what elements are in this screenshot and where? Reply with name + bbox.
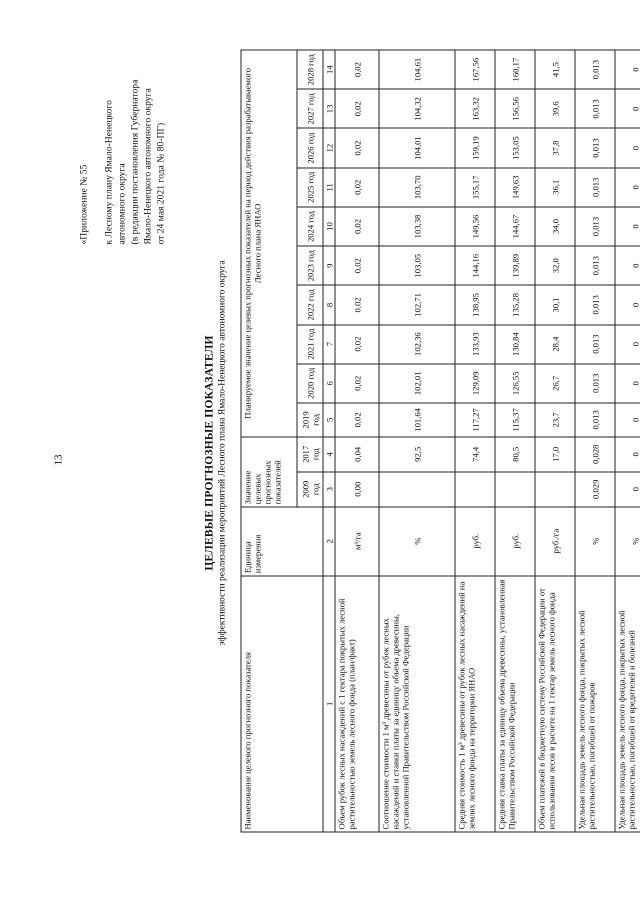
indicator-value: 0 xyxy=(615,363,640,402)
header-plan-year: 2026 год xyxy=(297,128,323,167)
indicator-value: 0,02 xyxy=(335,128,379,167)
annex-note xyxy=(77,79,167,244)
indicator-value: 0,013 xyxy=(575,50,615,89)
indicator-value: 167,56 xyxy=(455,50,495,89)
indicator-unit: руб. xyxy=(495,506,535,575)
indicator-value: 160,17 xyxy=(495,50,535,89)
indicator-value: 117,27 xyxy=(455,402,495,436)
indicator-value: 155,17 xyxy=(455,167,495,206)
indicator-value: 0,02 xyxy=(335,206,379,245)
indicator-value: 41,5 xyxy=(535,50,575,89)
header-base-year: 2017 год xyxy=(297,436,323,471)
column-index: 8 xyxy=(323,285,335,324)
indicator-unit: % xyxy=(379,506,455,575)
indicator-value: 0,02 xyxy=(335,324,379,363)
indicator-name: Средняя стоимость 1 м³ древесины от рубок лесных насаждений на землях лесного фонда на территории ЯНАО xyxy=(455,575,495,831)
indicator-unit: руб./га xyxy=(535,506,575,575)
indicator-value: 104,61 xyxy=(379,50,455,89)
indicator-value: 28,4 xyxy=(535,324,575,363)
indicator-value: 23,7 xyxy=(535,402,575,436)
indicator-value: 0,02 xyxy=(335,402,379,436)
indicator-value: 103,70 xyxy=(379,167,455,206)
header-plan-year: 2023 год xyxy=(297,246,323,285)
column-index: 2 xyxy=(323,506,335,575)
indicator-value: 0 xyxy=(615,167,640,206)
annex-line: к Лесному плану Ямало-Ненецкого xyxy=(103,99,114,244)
annex-line: автономного округа xyxy=(116,162,127,244)
indicator-unit: % xyxy=(575,506,615,575)
indicator-name: Соотношение стоимости 1 м³ древесины от рубок лесных насаждений и ставки платы за единицу объема древесины, установленной Правительством Российской Федерации xyxy=(379,575,455,831)
header-plan-year: 2019 год xyxy=(297,402,323,436)
header-base: Значение целевых прогнозных показателей xyxy=(241,436,297,506)
indicator-value: 37,8 xyxy=(535,128,575,167)
indicator-value xyxy=(379,471,455,506)
header-plan-year: 2028 год xyxy=(297,50,323,89)
indicator-value: 36,1 xyxy=(535,167,575,206)
page-number: 13 xyxy=(52,454,64,465)
indicator-value: 103,38 xyxy=(379,206,455,245)
indicator-value: 139,89 xyxy=(495,246,535,285)
indicator-value: 0,04 xyxy=(335,436,379,471)
indicator-value: 0,00 xyxy=(335,471,379,506)
header-plan-year: 2025 год xyxy=(297,167,323,206)
indicator-name: Объем рубок лесных насаждений с 1 гектара покрытых лесной растительностью земель лесного фонда (план/факт) xyxy=(335,575,379,831)
indicator-value: 130,84 xyxy=(495,324,535,363)
indicator-name: Удельная площадь земель лесного фонда, покрытых лесной растительностью, погибшей от вредителей и болезней xyxy=(615,575,640,831)
annex-line: от 24 мая 2021 года № 80-ПГ) xyxy=(155,122,166,244)
annex-line: Ямало-Ненецкого автономного округа xyxy=(142,87,153,244)
table-row xyxy=(335,50,379,832)
indicator-value: 0 xyxy=(615,128,640,167)
indicator-value: 0,013 xyxy=(575,402,615,436)
indicator-value: 0 xyxy=(615,471,640,506)
indicator-value: 104,32 xyxy=(379,89,455,128)
indicator-value: 102,36 xyxy=(379,324,455,363)
indicator-name: Удельная площадь земель лесного фонда, покрытых лесной растительностью, погибшей от пожаров xyxy=(575,575,615,831)
column-index: 1 xyxy=(323,575,335,831)
indicator-value: 0,013 xyxy=(575,206,615,245)
indicator-value: 0,013 xyxy=(575,89,615,128)
indicator-value: 159,19 xyxy=(455,128,495,167)
indicator-unit: м³/га xyxy=(335,506,379,575)
header-name: Наименование целевого прогнозного показателя xyxy=(241,575,323,831)
indicator-name: Объем платежей в бюджетную систему Российской Федерации от использования лесов в расчете на 1 гектар земель лесного фонда xyxy=(535,575,575,831)
indicator-value: 133,93 xyxy=(455,324,495,363)
indicator-value: 26,7 xyxy=(535,363,575,402)
header-plan-year: 2020 год xyxy=(297,363,323,402)
indicator-unit: руб. xyxy=(455,506,495,575)
indicator-value: 0,02 xyxy=(335,246,379,285)
indicator-value: 30,1 xyxy=(535,285,575,324)
indicator-value: 0,02 xyxy=(335,363,379,402)
indicator-value: 138,95 xyxy=(455,285,495,324)
indicator-value: 0,02 xyxy=(335,50,379,89)
column-index: 10 xyxy=(323,206,335,245)
indicator-value: 0 xyxy=(615,436,640,471)
indicator-value: 126,55 xyxy=(495,363,535,402)
indicator-value: 0,028 xyxy=(575,436,615,471)
indicator-value: 153,05 xyxy=(495,128,535,167)
table-row xyxy=(535,50,575,832)
table-row xyxy=(495,50,535,832)
annex-line: (в редакции постановления Губернатора xyxy=(129,79,140,244)
document-title-block xyxy=(203,0,227,905)
indicator-unit: % xyxy=(615,506,640,575)
indicator-value: 0,029 xyxy=(575,471,615,506)
header-plan-year: 2027 год xyxy=(297,89,323,128)
document-title: ЦЕЛЕВЫЕ ПРОГНОЗНЫЕ ПОКАЗАТЕЛИ xyxy=(203,334,215,571)
table-row xyxy=(379,50,455,832)
indicator-value: 149,63 xyxy=(495,167,535,206)
indicator-value: 0,02 xyxy=(335,285,379,324)
indicator-value: 144,67 xyxy=(495,206,535,245)
indicator-value: 0 xyxy=(615,324,640,363)
indicator-value: 34,0 xyxy=(535,206,575,245)
indicator-name: Средняя ставка платы за единицу объема древесины, установленная Правительством Российской Федерации xyxy=(495,575,535,831)
column-index: 7 xyxy=(323,324,335,363)
indicators-table xyxy=(240,49,640,832)
indicator-value: 163,32 xyxy=(455,89,495,128)
indicator-value xyxy=(495,471,535,506)
column-index: 9 xyxy=(323,246,335,285)
column-index: 4 xyxy=(323,436,335,471)
table-row xyxy=(455,50,495,832)
indicator-value: 149,56 xyxy=(455,206,495,245)
header-plan-year: 2021 год xyxy=(297,324,323,363)
indicator-value: 0,013 xyxy=(575,167,615,206)
indicator-value: 144,16 xyxy=(455,246,495,285)
header-plan-year: 2024 год xyxy=(297,206,323,245)
header-plan-year: 2022 год xyxy=(297,285,323,324)
column-index: 11 xyxy=(323,167,335,206)
indicator-value: 32,0 xyxy=(535,246,575,285)
table-row xyxy=(575,50,615,832)
indicator-value: 0,013 xyxy=(575,324,615,363)
indicator-value: 92,5 xyxy=(379,436,455,471)
indicator-value xyxy=(455,471,495,506)
indicator-value: 135,28 xyxy=(495,285,535,324)
header-base-year: 2009 год xyxy=(297,471,323,506)
indicator-value: 0 xyxy=(615,206,640,245)
column-index: 6 xyxy=(323,363,335,402)
indicator-value: 17,0 xyxy=(535,436,575,471)
indicator-value: 74,4 xyxy=(455,436,495,471)
indicator-value: 0,02 xyxy=(335,89,379,128)
indicator-value: 0 xyxy=(615,50,640,89)
table-row xyxy=(615,50,640,832)
indicator-value: 115,37 xyxy=(495,402,535,436)
indicator-value: 156,56 xyxy=(495,89,535,128)
indicator-value xyxy=(535,471,575,506)
header-planned: Планируемое значение целевых прогнозных показателей на период действия разрабатываемого Лесного плана ЯНАО xyxy=(241,50,297,437)
indicator-value: 39,6 xyxy=(535,89,575,128)
document-subtitle: эффективности реализации мероприятий Лесного плана Ямало-Ненецкого автономного округа xyxy=(217,259,227,646)
indicator-value: 0 xyxy=(615,402,640,436)
indicator-value: 0 xyxy=(615,89,640,128)
indicator-value: 0,02 xyxy=(335,167,379,206)
column-index: 3 xyxy=(323,471,335,506)
indicator-value: 103,05 xyxy=(379,246,455,285)
indicator-value: 102,01 xyxy=(379,363,455,402)
column-index: 14 xyxy=(323,50,335,89)
indicator-value: 0 xyxy=(615,285,640,324)
indicator-value: 80,5 xyxy=(495,436,535,471)
indicator-value: 104,01 xyxy=(379,128,455,167)
indicator-value: 129,09 xyxy=(455,363,495,402)
indicator-value: 0,013 xyxy=(575,285,615,324)
indicator-value: 0,013 xyxy=(575,128,615,167)
indicator-value: 0,013 xyxy=(575,363,615,402)
indicator-value: 102,71 xyxy=(379,285,455,324)
indicator-value: 0,013 xyxy=(575,246,615,285)
annex-line: «Приложение № 55 xyxy=(78,164,89,244)
column-index: 13 xyxy=(323,89,335,128)
column-index: 5 xyxy=(323,402,335,436)
indicator-value: 101,64 xyxy=(379,402,455,436)
indicator-value: 0 xyxy=(615,246,640,285)
column-index: 12 xyxy=(323,128,335,167)
header-unit: Единица измерения xyxy=(241,506,323,575)
